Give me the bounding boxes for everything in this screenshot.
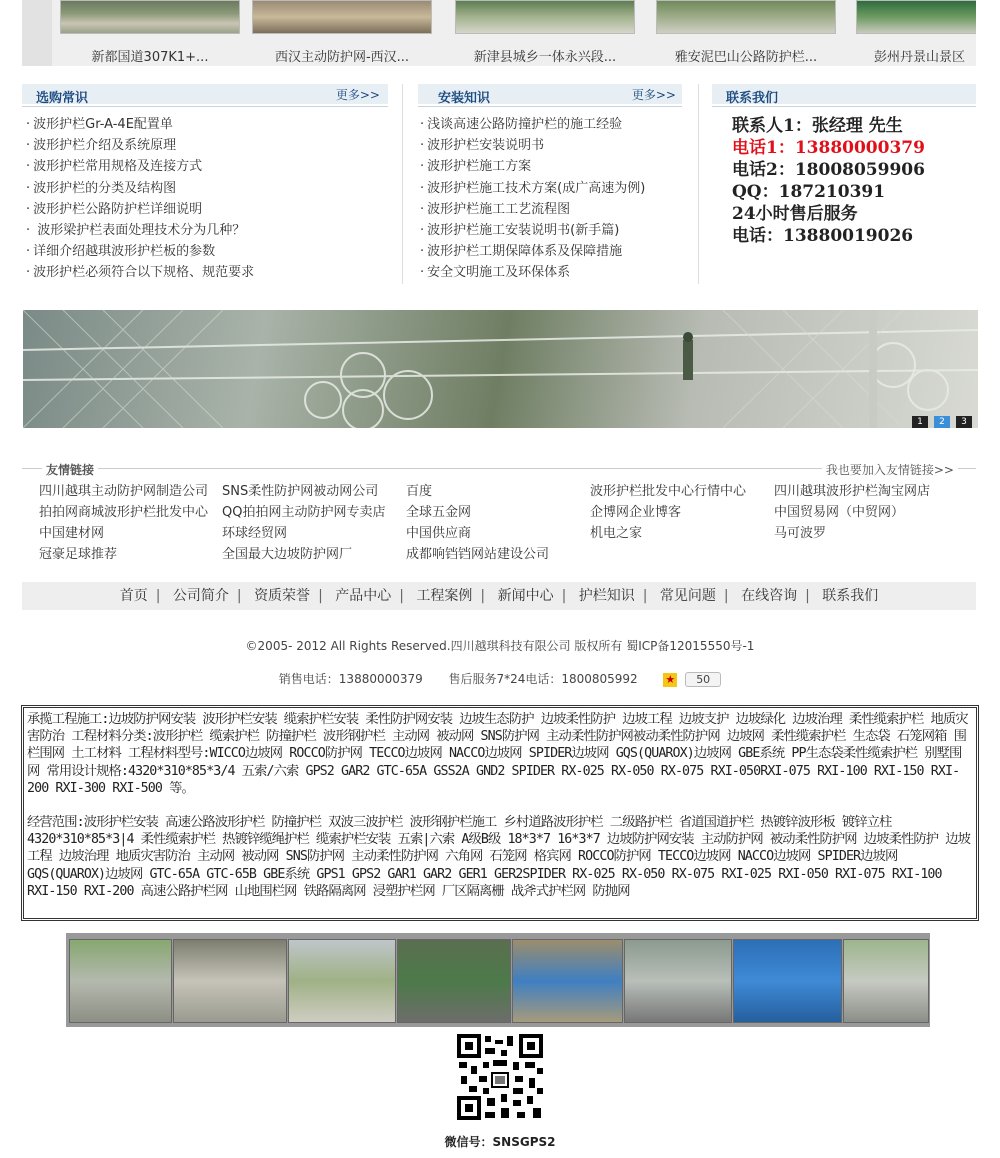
contact-service-phone: 电话：13880019026: [732, 226, 914, 246]
friend-link[interactable]: 冠豪足球推荐: [39, 547, 118, 562]
friend-link[interactable]: 波形护栏批发中心行情中心: [590, 484, 747, 499]
friend-link[interactable]: 四川越琪主动防护网制造公司: [39, 484, 209, 499]
friend-link[interactable]: 拍拍网商城波形护栏批发中心: [39, 505, 209, 520]
buying-panel-title: 选购常识: [36, 91, 89, 106]
banner-dot[interactable]: 2: [934, 416, 950, 428]
friend-link[interactable]: 企博网企业博客: [590, 505, 682, 520]
friend-link[interactable]: 成都响铛铛网站建设公司: [406, 547, 550, 562]
case-caption[interactable]: 新都国道307K1+...: [91, 50, 209, 65]
contact-phone-2: 电话2：18008059906: [732, 160, 925, 180]
after-sales-phone: 售后服务7*24电话：1800805992: [448, 672, 638, 686]
friend-link[interactable]: 四川越琪波形护栏淘宝网店: [774, 484, 931, 499]
article-link[interactable]: · 安全文明施工及环保体系: [420, 262, 645, 283]
contact-panel-title: 联系我们: [726, 91, 779, 106]
buying-article-list: [26, 114, 254, 284]
gallery-image[interactable]: [624, 939, 732, 1023]
wechat-id: 微信号：SNSGPS2: [444, 1135, 556, 1149]
sales-phone: 销售电话：13880000379: [278, 672, 423, 686]
wechat-qr-code: [455, 1032, 545, 1122]
case-caption[interactable]: 雅安泥巴山公路防护栏...: [674, 50, 818, 65]
business-scope-paragraph: 经营范围:波形护栏安装 高速公路波形护栏 防撞护栏 双波三波护栏 波形钢护栏施工 乡村道路波形护栏 二级路护栏 省道国道护栏 热镀锌波形板 镀锌立柱 4320*310*85*3|4 柔性缆索护栏 热镀锌缆绳护栏 缆索护栏安装 五索|六索 A级B级 18*3*7 16*3*7 边坡防护网安装 主动防护网 被动柔性防护网 边坡柔性防护 边坡工程 边坡治理 地质灾害防治 主动网 被动网 SNS防护网 主动柔性防护网 六角网 石笼网 格宾网 ROCCO防护网 TECCO边坡网 NACCO边坡网 SPIDER边坡网 GQS(QUAROX)边坡网 GTC-65A GTC-65B GBE系统 GPS1 GPS2 GAR1 GAR2 GER1 GER2SPIDER RX-025 RX-050 RX-075 RXI-025 RXI-050 RXI-075 RXI-100 RXI-150 RXI-200 高速公路护栏网 山地围栏网 铁路隔离网 浸塑护栏网 厂区隔离栅 战斧式护栏网 防抛网: [27, 815, 971, 899]
article-link[interactable]: · 详细介绍越琪波形护栏板的参数: [26, 241, 254, 262]
gallery-image[interactable]: [843, 939, 929, 1023]
contact-panel-header: [712, 84, 976, 107]
gallery-image[interactable]: [69, 939, 172, 1023]
friend-link[interactable]: 中国建材网: [39, 526, 105, 541]
links-header: [22, 460, 976, 478]
install-panel-header: [418, 84, 682, 107]
service-description: [27, 711, 973, 917]
star-icon[interactable]: ★: [663, 673, 677, 687]
nav-link-consult[interactable]: 在线咨询: [741, 588, 798, 604]
banner-fence-illustration: [23, 310, 978, 428]
case-image[interactable]: [656, 0, 836, 34]
contact-qq: QQ：187210391: [732, 182, 886, 202]
nav-link-cases[interactable]: 工程案例: [416, 588, 473, 604]
nav-link-contact[interactable]: 联系我们: [822, 588, 879, 604]
case-strip-side: [22, 0, 52, 66]
nav-link-products[interactable]: 产品中心: [335, 588, 392, 604]
nav-link-news[interactable]: 新闻中心: [497, 588, 554, 604]
gallery-image[interactable]: [512, 939, 623, 1023]
case-item[interactable]: [52, 0, 242, 66]
friend-link[interactable]: 中国供应商: [406, 526, 472, 541]
case-caption[interactable]: 彭州丹景山景区: [874, 50, 966, 65]
case-item[interactable]: [447, 0, 637, 66]
visit-counter: 50: [685, 672, 721, 687]
article-link[interactable]: · 波形梁护栏表面处理技术分为几种？: [26, 220, 254, 241]
contact-block: [732, 115, 925, 247]
gallery-image[interactable]: [288, 939, 396, 1023]
banner-dot[interactable]: 3: [956, 416, 972, 428]
friend-link[interactable]: 马可波罗: [774, 526, 827, 541]
article-link[interactable]: · 波形护栏常用规格及连接方式: [26, 156, 254, 177]
install-more-link[interactable]: 更多>>: [631, 88, 676, 102]
gallery-image[interactable]: [733, 939, 842, 1023]
article-link[interactable]: · 波形护栏公路防护栏详细说明: [26, 199, 254, 220]
article-link[interactable]: · 波形护栏施工安装说明书(新手篇): [420, 220, 645, 241]
friend-link[interactable]: 环球经贸网: [222, 526, 288, 541]
install-article-list: [420, 114, 645, 284]
friend-link[interactable]: 百度: [406, 484, 433, 499]
article-link[interactable]: · 波形护栏施工方案: [420, 156, 645, 177]
article-link[interactable]: · 波形护栏的分类及结构图: [26, 178, 254, 199]
buying-panel-header: [22, 84, 388, 107]
nav-link-knowledge[interactable]: 护栏知识: [578, 588, 635, 604]
add-link-button[interactable]: 我也要加入友情链接>>: [822, 461, 958, 478]
case-image[interactable]: [252, 0, 432, 34]
sales-line: [0, 670, 1000, 687]
gallery-image[interactable]: [397, 939, 511, 1023]
article-link[interactable]: · 波形护栏介绍及系统原理: [26, 135, 254, 156]
case-strip: [22, 0, 976, 66]
article-link[interactable]: · 波形护栏安装说明书: [420, 135, 645, 156]
qr-code-icon: [455, 1032, 545, 1122]
friend-link[interactable]: 全球五金网: [406, 505, 472, 520]
panel-divider: [698, 84, 699, 284]
case-caption[interactable]: 新津县城乡一体永兴段...: [473, 50, 617, 65]
buying-more-link[interactable]: 更多>>: [335, 88, 380, 102]
nav-link-honors[interactable]: 资质荣誉: [254, 588, 311, 604]
gallery-image[interactable]: [173, 939, 287, 1023]
banner-image[interactable]: [23, 310, 978, 428]
install-panel-title: 安装知识: [438, 91, 491, 106]
article-link[interactable]: · 波形护栏必须符合以下规格、规范要求: [26, 262, 254, 283]
friend-link[interactable]: 全国最大边坡防护网厂: [222, 547, 353, 562]
service-paragraph: 承揽工程施工:边坡防护网安装 波形护栏安装 缆索护栏安装 柔性防护网安装 边坡生态防护 边坡柔性防护 边坡工程 边坡支护 边坡绿化 边坡治理 柔性缆索护栏 地质灾害防治 工程材料分类:波形护栏 缆索护栏 防撞护栏 波形钢护栏 主动网 被动网 SNS防护网 主动柔性防护网被动柔性防护网 边坡网 柔性缆索护栏 生态袋 石笼网箱 围栏围网 土工材料 工程材料型号:WICCO边坡网 ROCCO防护网 TECCO边坡网 NACCO边坡网 SPIDER边坡网 GQS(QUAROX)边坡网 GBE系统 PP生态袋柔性缆索护栏 别墅围网 常用设计规格:4320*310*85*3/4 五索/六索 GPS2 GAR2 GTC-65A GSS2A GND2 SPIDER RX-025 RX-050 RX-075 RXI-050RXI-075 RXI-100 RXI-150 RXI-200 RXI-300 RXI-500 等。: [27, 712, 968, 796]
nav-link-about[interactable]: 公司简介: [172, 588, 229, 604]
case-image[interactable]: [856, 0, 976, 34]
article-link[interactable]: · 波形护栏施工技术方案(成广高速为例): [420, 178, 645, 199]
friend-link[interactable]: 机电之家: [590, 526, 643, 541]
contact-phone-1: 电话1：13880000379: [732, 138, 925, 158]
article-link[interactable]: · 波形护栏工期保障体系及保障措施: [420, 241, 645, 262]
case-item[interactable]: [648, 0, 838, 66]
banner-dot[interactable]: 1: [912, 416, 928, 428]
links-title: 友情链接: [42, 461, 98, 478]
nav-link-home[interactable]: 首页: [119, 588, 148, 604]
friend-link[interactable]: QQ拍拍网主动防护网专卖店: [222, 505, 386, 520]
article-link[interactable]: · 波形护栏Gr-A-4E配置单: [26, 114, 254, 135]
case-item[interactable]: [848, 0, 976, 66]
nav-link-faq[interactable]: 常见问题: [659, 588, 716, 604]
case-caption[interactable]: 西汉主动防护网-西汉...: [274, 50, 410, 65]
product-gallery: [66, 933, 930, 1027]
friend-link[interactable]: 中国贸易网（中贸网）: [774, 505, 905, 520]
article-link[interactable]: · 波形护栏施工工艺流程图: [420, 199, 645, 220]
copyright: ©2005- 2012 All Rights Reserved.四川越琪科技有限公司 版权所有 蜀ICP备12015550号-1: [245, 639, 755, 653]
panel-divider: [402, 84, 403, 284]
service-description-box: [21, 705, 979, 921]
friend-link[interactable]: SNS柔性防护网被动网公司: [222, 484, 379, 499]
footer-nav: 首页 | 公司简介 | 资质荣誉 | 产品中心 | 工程案例 | 新闻中心 | 护栏知识 | 常见问题 | 在线咨询 | 联系我们: [22, 582, 976, 610]
case-image[interactable]: [455, 0, 635, 34]
case-image[interactable]: [60, 0, 240, 34]
contact-service: 24小时售后服务: [732, 204, 858, 224]
case-item[interactable]: [244, 0, 434, 66]
article-link[interactable]: · 浅谈高速公路防撞护栏的施工经验: [420, 114, 645, 135]
contact-person: 联系人1：张经理 先生: [732, 116, 903, 136]
